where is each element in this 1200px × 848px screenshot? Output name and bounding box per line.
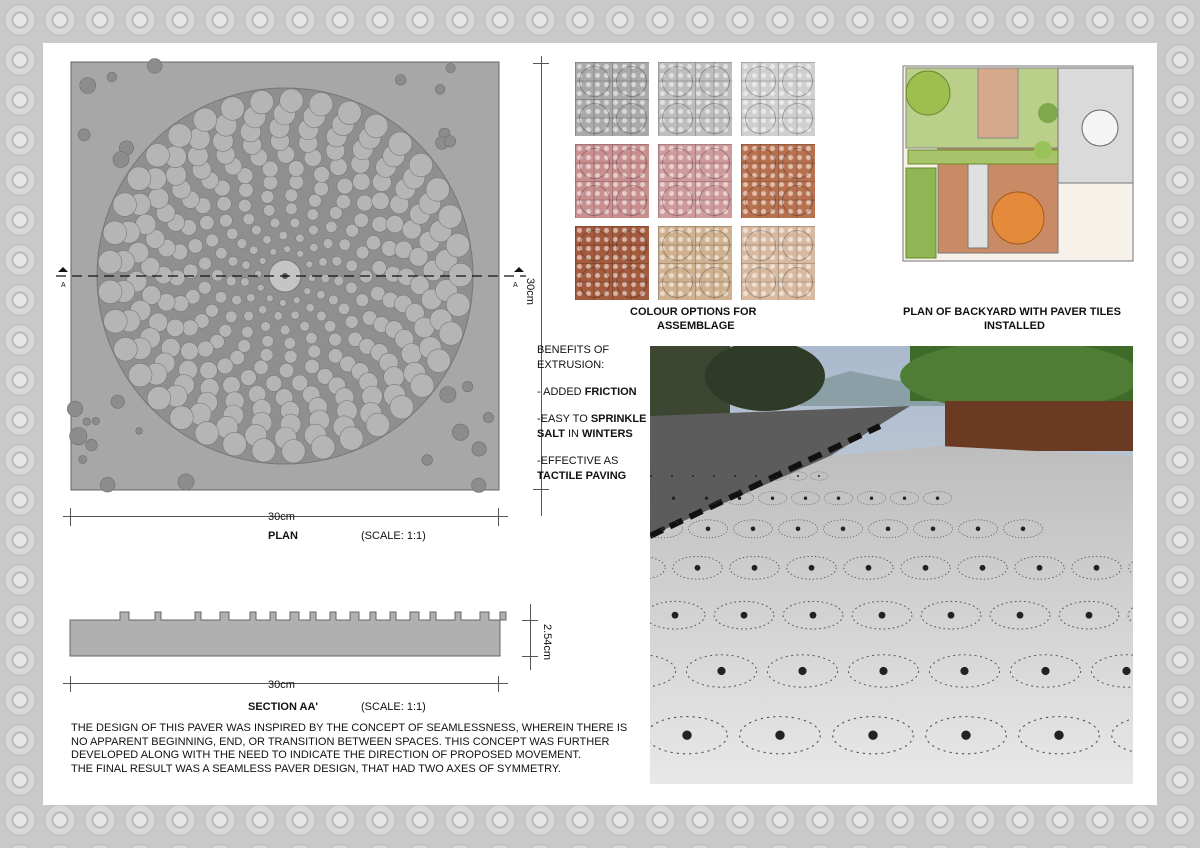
rendered-paver-center: [717, 667, 725, 675]
section-title: SECTION AA': [248, 701, 319, 713]
rendered-paver-center: [1017, 612, 1024, 619]
plan-dimple: [226, 228, 238, 240]
paver-section-drawing: [60, 600, 560, 700]
design-description: [71, 722, 631, 776]
plan-dimple: [257, 284, 264, 291]
plan-dimple: [390, 395, 414, 419]
rendered-paver-center: [741, 612, 748, 619]
plan-dimple: [263, 205, 275, 217]
plan-dimple: [168, 124, 192, 148]
plan-dimple: [226, 276, 236, 286]
plan-dimple: [146, 144, 170, 168]
rendered-paver-center: [672, 612, 679, 619]
plan-dimple: [212, 269, 224, 281]
rendered-paver-center: [1037, 565, 1043, 571]
plan-dimple: [261, 190, 274, 203]
plan-dimple: [372, 216, 388, 232]
plan-dimple: [324, 320, 336, 332]
plan-corner-dimple: [435, 84, 445, 94]
plan-dimple: [240, 370, 256, 386]
colour-swatch: [575, 144, 649, 218]
plan-corner-dimple: [463, 381, 473, 391]
plan-dimple: [258, 305, 267, 314]
plan-dimple: [280, 325, 290, 335]
colour-options-title-line1: COLOUR OPTIONS FOR: [630, 306, 757, 318]
plan-dimple: [300, 321, 310, 331]
rendered-paver-center: [976, 527, 981, 532]
rendered-paver-center: [931, 527, 936, 532]
rendered-paver-center: [809, 565, 815, 571]
plan-title: PLAN: [268, 530, 298, 542]
plan-dimple: [148, 188, 169, 209]
rendered-paver-center: [734, 475, 736, 477]
plan-dimple: [261, 321, 271, 331]
plan-dimple: [170, 406, 194, 430]
plan-dimple: [323, 238, 333, 248]
plan-dimple: [316, 311, 326, 321]
plan-dimple: [438, 205, 462, 229]
colour-swatch: [575, 226, 649, 300]
plan-dimple: [409, 153, 433, 177]
rendered-paver-center: [692, 475, 694, 477]
plan-height-label: 30cm: [524, 278, 536, 305]
plan-dimple: [364, 114, 388, 138]
plan-dimple: [289, 175, 304, 190]
plan-dimple: [280, 89, 304, 113]
plan-dimple: [250, 90, 274, 114]
plan-dimple: [439, 322, 463, 346]
rendered-paver-center: [796, 527, 801, 532]
section-height-label: 2.54cm: [541, 624, 553, 661]
plan-dimple: [244, 311, 254, 321]
colour-swatch: [741, 144, 815, 218]
plan-corner-dimple: [483, 412, 493, 422]
plan-dimple: [128, 363, 152, 387]
plan-dimple: [221, 97, 245, 121]
plan-dimple: [304, 288, 311, 295]
plan-dimple: [354, 213, 369, 228]
plan-dimple: [223, 432, 247, 456]
rendered-paver-center: [879, 667, 887, 675]
rendered-paver-center: [837, 497, 840, 500]
plan-dimple: [181, 342, 199, 360]
description-line3: DEVELOPED ALONG WITH THE NEED TO INDICATE THE DIRECTION OF PROPOSED MOVEMENT.: [71, 749, 581, 761]
rendered-paver-center: [713, 475, 715, 477]
rendered-paver-center: [1041, 667, 1049, 675]
plan-corner-dimple: [422, 455, 433, 466]
plan-dimple: [260, 348, 273, 361]
plan-corner-dimple: [92, 417, 99, 424]
plan-dimple: [306, 261, 313, 268]
plan-dimple: [263, 235, 272, 244]
plan-dimple: [310, 243, 319, 252]
rendered-paver-center: [1086, 612, 1093, 619]
rendered-paver-center: [776, 475, 778, 477]
rendered-paver-center: [775, 731, 784, 740]
plan-dimple: [332, 256, 342, 266]
plan-dimple: [195, 421, 219, 445]
plan-dimple: [328, 295, 338, 305]
plan-dimple: [446, 234, 470, 258]
rendered-paver-center: [866, 565, 872, 571]
plan-dimple: [241, 278, 250, 287]
rendered-paver-center: [841, 527, 846, 532]
plan-dimple: [345, 315, 358, 328]
plan-dimple: [297, 250, 304, 257]
rendered-paver-center: [980, 565, 986, 571]
rendered-paver-center: [804, 497, 807, 500]
plan-dimple: [166, 319, 184, 337]
plan-dimple: [305, 359, 320, 374]
plan-dimple: [291, 311, 300, 320]
plan-corner-dimple: [446, 63, 455, 72]
plan-dimple: [223, 376, 241, 394]
section-arrow-left: [58, 267, 68, 272]
rendered-paver-center: [818, 475, 820, 477]
plan-corner-dimple: [70, 428, 87, 445]
description-line1: THE DESIGN OF THIS PAVER WAS INSPIRED BY THE CONCEPT OF SEAMLESSNESS, WHEREIN THERE IS: [71, 722, 628, 734]
plan-corner-dimple: [79, 455, 87, 463]
colour-swatch: [658, 62, 732, 136]
plan-dimple: [266, 295, 273, 302]
section-height-dimension: [530, 604, 531, 670]
plan-dimple: [330, 158, 348, 176]
plan-dimple: [238, 199, 251, 212]
rendered-paver-center: [755, 475, 757, 477]
plan-dimple: [449, 263, 473, 287]
plan-dimple: [250, 246, 259, 255]
plan-dimple: [308, 225, 318, 235]
rendered-paver-center: [923, 565, 929, 571]
plan-corner-dimple: [178, 474, 194, 490]
plan-dimple: [317, 290, 326, 299]
plan-dimple: [114, 337, 138, 361]
plan-dimple: [338, 303, 350, 315]
benefits-list: BENEFITS OF EXTRUSION: - ADDED FRICTION -EASY TO SPRINKLE SALT IN WINTERS -EFFECTIVE AS TACTILE PAVING: [537, 343, 652, 484]
rendered-paver-center: [650, 475, 652, 477]
benefit-sprinkle-salt: -EASY TO SPRINKLE: [537, 413, 647, 425]
plan-corner-dimple: [440, 387, 456, 403]
plan-dimple: [311, 436, 335, 460]
plan-dimple: [296, 234, 305, 243]
benefits-heading-line2: EXTRUSION:: [537, 359, 605, 371]
rendered-paver-center: [886, 527, 891, 532]
rendered-paver-center: [1021, 527, 1026, 532]
paver-plan-drawing: [56, 56, 526, 526]
plan-dimple: [334, 276, 344, 286]
plan-dimple: [243, 213, 255, 225]
rendered-paver-center: [682, 731, 691, 740]
plan-dimple: [307, 209, 319, 221]
plan-dimple: [366, 413, 390, 437]
rendered-paver-center: [903, 497, 906, 500]
plan-dimple: [288, 161, 304, 177]
plan-corner-dimple: [78, 129, 90, 141]
benefit-friction: - ADDED FRICTION: [537, 386, 637, 398]
section-arrow-right: [514, 267, 524, 272]
paver-installation-rendering: [650, 346, 1133, 784]
backyard-plan-illustration: [878, 58, 1148, 280]
rendered-paver-center: [751, 527, 756, 532]
plan-dimple: [182, 320, 198, 336]
plan-dimple: [262, 335, 274, 347]
benefit-tactile-paving: -EFFECTIVE AS: [537, 455, 619, 467]
plan-dimple: [340, 427, 364, 451]
plan-dimple: [252, 225, 262, 235]
plan-dimple: [219, 214, 232, 227]
plan-dimple: [270, 218, 280, 228]
plan-dimple: [353, 173, 371, 191]
plan-dimple: [279, 363, 294, 378]
plan-dimple: [242, 326, 254, 338]
plan-dimple: [356, 246, 369, 259]
plan-dimple: [282, 440, 306, 464]
plan-scale: (SCALE: 1:1): [361, 530, 426, 542]
plan-dimple: [314, 166, 330, 182]
rendered-paver-center: [948, 612, 955, 619]
section-width-label: 30cm: [268, 679, 295, 691]
plan-corner-dimple: [80, 78, 96, 94]
plan-dimple: [366, 236, 381, 251]
plan-dimple: [372, 261, 387, 276]
colour-options-grid: [575, 62, 815, 302]
plan-dimple: [263, 175, 278, 190]
plan-dimple: [274, 312, 283, 321]
rendered-paver-center: [661, 527, 666, 532]
plan-dimple: [228, 256, 238, 266]
plan-corner-dimple: [107, 72, 117, 82]
plan-dimple: [284, 338, 296, 350]
rendered-paver-center: [1094, 565, 1100, 571]
plan-corner-dimple: [83, 418, 91, 426]
plan-corner-dimple: [86, 439, 98, 451]
plan-corner-dimple: [472, 478, 486, 492]
rendered-paver-center: [671, 475, 673, 477]
backyard-title-line2: INSTALLED: [984, 320, 1045, 332]
rendered-paver-center: [798, 667, 806, 675]
colour-swatch: [575, 62, 649, 136]
plan-dimple: [386, 215, 404, 233]
plan-dimple: [259, 257, 266, 264]
plan-dimple: [372, 192, 390, 210]
plan-dimple: [306, 303, 315, 312]
plan-dimple: [426, 178, 450, 202]
rendered-paver-center: [810, 612, 817, 619]
plan-dimple: [216, 248, 228, 260]
plan-dimple: [306, 332, 318, 344]
section-marker-right: A: [513, 282, 518, 289]
plan-dimple: [193, 108, 217, 132]
plan-dimple: [346, 260, 358, 272]
benefits-heading-line1: BENEFITS OF: [537, 344, 610, 356]
plan-dimple: [252, 438, 276, 462]
plan-dimple: [217, 358, 233, 374]
plan-dimple: [357, 195, 373, 211]
plan-dimple: [247, 293, 256, 302]
plan-dimple: [198, 281, 211, 294]
plan-dimple: [293, 297, 300, 304]
plan-dimple: [270, 248, 277, 255]
plan-corner-dimple: [395, 75, 406, 86]
description-line2: NO APPARENT BEGINNING, END, OR TRANSITION BETWEEN SPACES. THIS CONCEPT WAS FURTHER: [71, 735, 610, 748]
rendered-paver-center: [936, 497, 939, 500]
plan-dimple: [329, 333, 342, 346]
plan-dimple: [147, 386, 171, 410]
plan-corner-dimple: [444, 136, 455, 147]
plan-dimple: [197, 341, 213, 357]
rendered-paver-center: [868, 731, 877, 740]
rendered-paver-center: [879, 612, 886, 619]
plan-dimple: [339, 239, 351, 251]
colour-swatch: [741, 226, 815, 300]
rendered-paver-center: [738, 497, 741, 500]
plan-dimple: [104, 309, 128, 333]
plan-dimple: [215, 291, 227, 303]
plan-dimple: [242, 261, 251, 270]
colour-options-title-line2: ASSEMBLAGE: [657, 320, 735, 332]
plan-width-label: 30cm: [268, 511, 295, 523]
rendered-paver-center: [771, 497, 774, 500]
plan-dimple: [284, 246, 291, 253]
plan-dimple: [199, 257, 212, 270]
plan-dimple: [337, 178, 353, 194]
plan-corner-dimple: [100, 477, 115, 492]
plan-dimple: [427, 349, 451, 373]
plan-dimple: [326, 221, 338, 233]
plan-dimple: [225, 311, 237, 323]
rendered-paver-center: [1122, 667, 1130, 675]
rendered-paver-center: [797, 475, 799, 477]
plan-dimple: [200, 362, 218, 380]
rendered-paver-center: [752, 565, 758, 571]
rendered-paver-center: [961, 731, 970, 740]
plan-dimple: [410, 374, 434, 398]
plan-dimple: [113, 193, 137, 217]
backyard-title-line1: PLAN OF BACKYARD WITH PAVER TILES: [903, 306, 1121, 318]
plan-corner-dimple: [67, 401, 82, 416]
plan-corner-dimple: [111, 395, 124, 408]
section-marker-left: A: [61, 282, 66, 289]
plan-dimple: [98, 250, 122, 274]
plan-dimple: [308, 345, 321, 358]
colour-swatch: [741, 62, 815, 136]
rendered-paver-center: [1054, 731, 1063, 740]
plan-dimple: [314, 181, 329, 196]
plan-corner-dimple: [136, 428, 143, 435]
plan-dimple: [103, 221, 127, 245]
plan-dimple: [336, 194, 351, 209]
plan-dimple: [205, 304, 218, 317]
plan-dimple: [284, 350, 297, 363]
rendered-paver-center: [960, 667, 968, 675]
plan-dimple: [279, 299, 286, 306]
plan-dimple: [309, 194, 322, 207]
plan-dimple: [279, 231, 288, 240]
rendered-paver-center: [705, 497, 708, 500]
rendered-paver-center: [706, 527, 711, 532]
plan-dimple: [200, 216, 215, 231]
plan-dimple: [239, 183, 254, 198]
plan-dimple: [188, 239, 203, 254]
plan-dimple: [446, 293, 470, 317]
section-scale: (SCALE: 1:1): [361, 701, 426, 713]
plan-dimple: [309, 92, 333, 116]
plan-corner-dimple: [452, 424, 468, 440]
rendered-paver-center: [695, 565, 701, 571]
plan-dimple: [232, 295, 242, 305]
plan-corner-dimple: [148, 59, 163, 74]
plan-dimple: [217, 196, 232, 211]
plan-dimple: [98, 280, 122, 304]
colour-swatch: [658, 226, 732, 300]
plan-dimple: [388, 132, 412, 156]
plan-dimple: [401, 344, 422, 365]
plan-dimple: [319, 258, 328, 267]
plan-dimple: [254, 360, 269, 375]
rendered-paver-center: [870, 497, 873, 500]
plan-dimple: [338, 101, 362, 125]
plan-dimple: [346, 282, 358, 294]
colour-swatch: [658, 144, 732, 218]
plan-dimple: [266, 375, 282, 391]
plan-dimple: [356, 294, 369, 307]
plan-dimple: [286, 203, 298, 215]
plan-corner-dimple: [113, 152, 129, 168]
plan-dimple: [206, 234, 219, 247]
plan-dimple: [237, 239, 247, 249]
rendered-paver-center: [672, 497, 675, 500]
plan-dimple: [290, 218, 300, 228]
plan-corner-dimple: [472, 442, 486, 456]
description-line4: THE FINAL RESULT WAS A SEAMLESS PAVER DESIGN, THAT HAD TWO AXES OF SYMMETRY.: [71, 762, 561, 775]
plan-dimple: [127, 167, 151, 191]
plan-dimple: [285, 189, 298, 202]
